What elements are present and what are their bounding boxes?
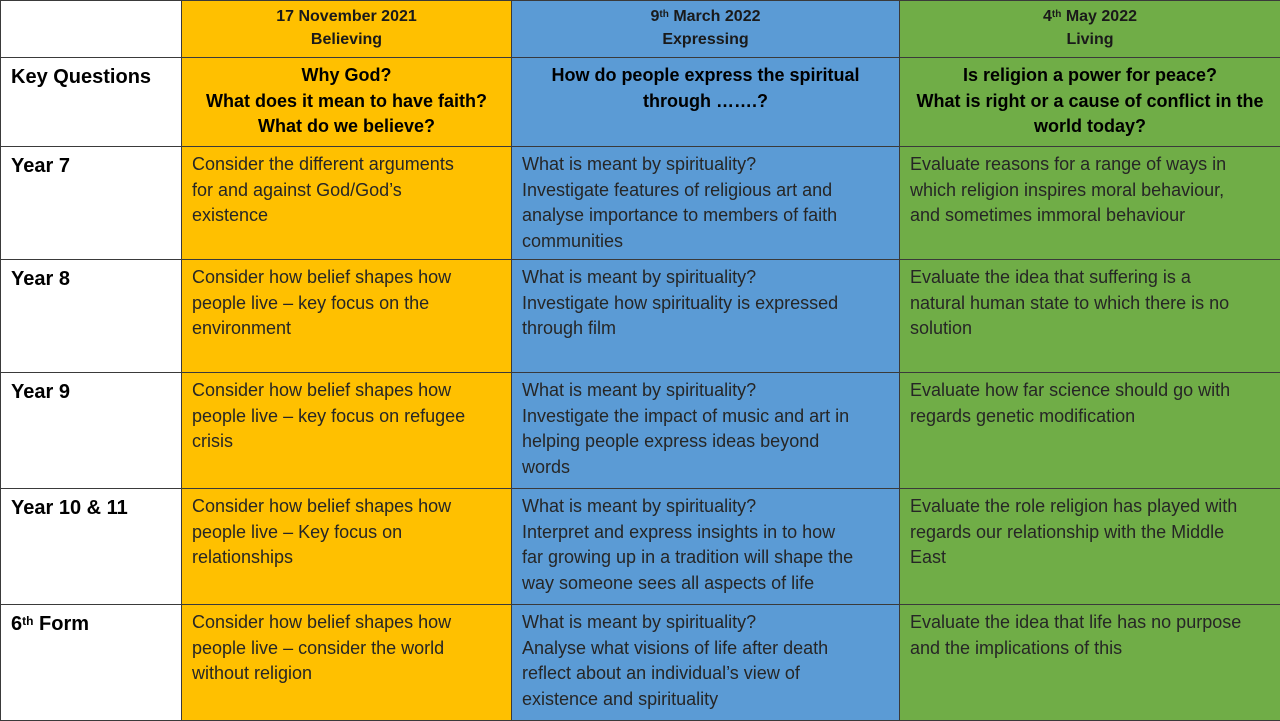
table-row [1,489,1280,605]
row-label: Key Questions [1,58,182,147]
header-theme: Living [900,28,1280,51]
cell-living: Evaluate reasons for a range of ways in which religion inspires moral behaviour, and sometimes immoral behaviour [900,147,1280,260]
cell-living: Evaluate how far science should go with regards genetic modification [900,373,1280,489]
row-label: Year 10 & 11 [1,489,182,605]
row-label: Year 8 [1,260,182,373]
header-date: 17 November 2021 [182,5,511,28]
key-questions-row [1,58,1280,147]
header-date: 4th May 2022 [900,5,1280,28]
table-row [1,147,1280,260]
header-believing [182,1,512,58]
cell-believing: Consider how belief shapes how people live – key focus on the environment [182,260,512,373]
header-living [900,1,1280,58]
cell-living: Evaluate the idea that life has no purpose and the implications of this [900,605,1280,721]
cell-expressing: What is meant by spirituality? Analyse what visions of life after death reflect about an individual’s view of existence and spirituality [512,605,900,721]
cell-living: Evaluate the role religion has played with regards our relationship with the Middle East [900,489,1280,605]
header-theme: Believing [182,28,511,51]
table-row [1,260,1280,373]
cell-expressing: What is meant by spirituality? Investigate features of religious art and analyse importance to members of faith communities [512,147,900,260]
table-row [1,605,1280,721]
row-label: Year 7 [1,147,182,260]
header-theme: Expressing [512,28,899,51]
cell-believing: Consider the different arguments for and against God/God’s existence [182,147,512,260]
row-label: Year 9 [1,373,182,489]
header-date: 9th March 2022 [512,5,899,28]
table-row [1,373,1280,489]
cell-believing: Consider how belief shapes how people live – Key focus on relationships [182,489,512,605]
cell-believing: Consider how belief shapes how people live – consider the world without religion [182,605,512,721]
cell-expressing: What is meant by spirituality? Investigate the impact of music and art in helping people express ideas beyond words [512,373,900,489]
cell-expressing: What is meant by spirituality? Interpret and express insights in to how far growing up in a tradition will shape the way someone sees all aspects of life [512,489,900,605]
key-questions-believing: Why God? What does it mean to have faith? What do we believe? [182,58,512,147]
cell-believing: Consider how belief shapes how people live – key focus on refugee crisis [182,373,512,489]
corner-cell [1,1,182,58]
key-questions-living: Is religion a power for peace? What is right or a cause of conflict in the world today? [900,58,1280,147]
cell-expressing: What is meant by spirituality? Investigate how spirituality is expressed through film [512,260,900,373]
key-questions-expressing: How do people express the spiritual through …….? [512,58,900,147]
header-expressing [512,1,900,58]
row-label: 6th Form [1,605,182,721]
header-row [1,1,1280,58]
cell-living: Evaluate the idea that suffering is a natural human state to which there is no solution [900,260,1280,373]
